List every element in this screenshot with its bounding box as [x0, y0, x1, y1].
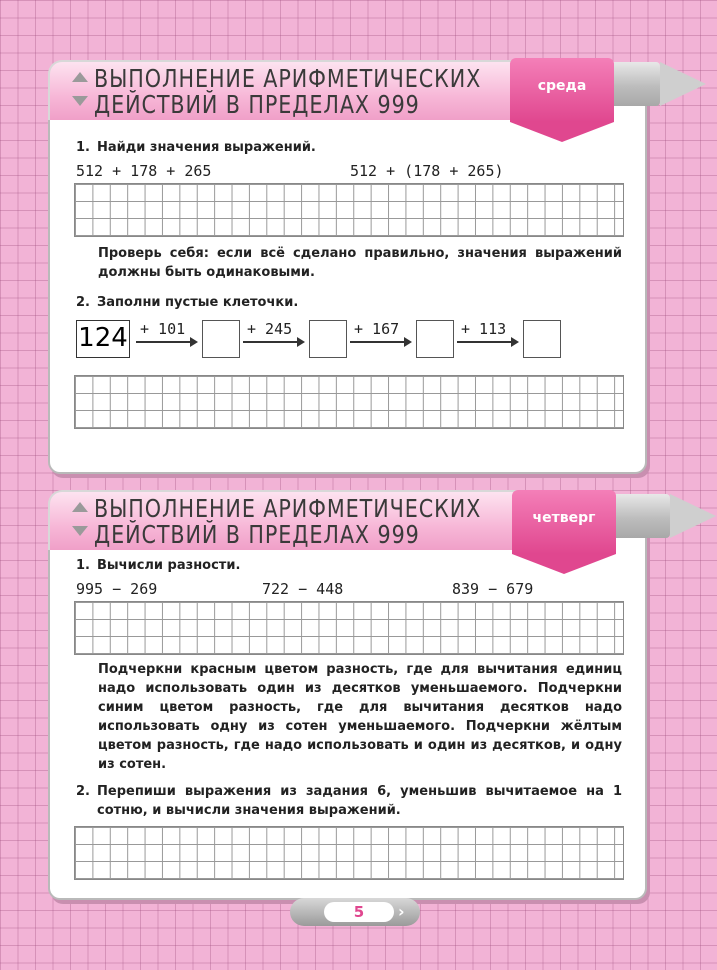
s1-check-text: Проверь себя: если всё сделано правильно, значения выражений должны быть одинаковыми.	[98, 246, 622, 280]
s1-task2-number: 2.	[76, 295, 90, 310]
section1-day-tab	[510, 58, 614, 122]
s2-task2-answer-grid[interactable]	[74, 826, 624, 880]
section2-title-line1: ВЫПОЛНЕНИЕ АРИФМЕТИЧЕСКИХ	[94, 494, 482, 523]
triangle-down-icon	[72, 96, 88, 106]
triangle-down-icon	[72, 526, 88, 536]
s2-expression-2: 722 − 448	[262, 580, 344, 598]
chain-op-4: + 113	[461, 320, 507, 338]
s2-task2-number: 2.	[76, 784, 90, 799]
chain-op-1: + 101	[140, 320, 186, 338]
s2-underline-text: Подчеркни красным цветом разность, где для вычитания единиц надо использовать один из десятков уменьшаемого. Подчеркни синим цветом разность, где для вычитания десятков надо использовать одну из сотен уменьшаемого. Подчеркни жёлтым цветом разность, где надо использовать и один из десятков, и одну из сотен.	[98, 662, 622, 772]
triangle-up-icon	[72, 502, 88, 512]
chevron-right-icon[interactable]: ›	[398, 902, 405, 921]
chain-empty-box-4[interactable]	[523, 320, 561, 358]
chain-start-box: 124	[76, 320, 130, 358]
s2-task1-number: 1.	[76, 558, 90, 573]
s1-task1-number: 1.	[76, 140, 90, 155]
page-number: 5	[324, 902, 394, 922]
section2-title-line2: ДЕЙСТВИЙ В ПРЕДЕЛАХ 999	[94, 520, 420, 549]
chain-op-2: + 245	[247, 320, 293, 338]
s1-task2-instruction: Заполни пустые клеточки.	[97, 295, 299, 310]
s2-expression-1: 995 − 269	[76, 580, 158, 598]
chain-arrow-4	[457, 341, 517, 343]
chain-empty-box-3[interactable]	[416, 320, 454, 358]
chain-empty-box-1[interactable]	[202, 320, 240, 358]
section1-header	[48, 60, 526, 120]
s1-task2-answer-grid[interactable]	[74, 375, 624, 429]
section1-day-label: среда	[537, 78, 587, 94]
section2-header	[48, 490, 526, 550]
s1-task1-instruction: Найди значения выражений.	[97, 140, 316, 155]
triangle-up-icon	[72, 72, 88, 82]
s1-expression-2: 512 + (178 + 265)	[350, 162, 504, 180]
s2-task1-answer-grid[interactable]	[74, 601, 624, 655]
page-number-pill	[290, 898, 420, 926]
section2-day-tab	[512, 490, 616, 554]
s2-expression-3: 839 − 679	[452, 580, 534, 598]
section1-title-line1: ВЫПОЛНЕНИЕ АРИФМЕТИЧЕСКИХ	[94, 64, 482, 93]
chain-arrow-1	[136, 341, 196, 343]
s2-task1-instruction: Вычисли разности.	[97, 558, 241, 573]
s2-task2-instruction: Перепиши выражения из задания 6, уменьшив вычитаемое на 1 сотню, и вычисли значения выражений.	[97, 784, 622, 818]
section1-title-line2: ДЕЙСТВИЙ В ПРЕДЕЛАХ 999	[94, 90, 420, 119]
section2-day-label: четверг	[532, 510, 596, 526]
chain-arrow-3	[350, 341, 410, 343]
s1-expression-1: 512 + 178 + 265	[76, 162, 212, 180]
chain-empty-box-2[interactable]	[309, 320, 347, 358]
s1-task1-answer-grid[interactable]	[74, 183, 624, 237]
chain-arrow-2	[243, 341, 303, 343]
chain-op-3: + 167	[354, 320, 400, 338]
